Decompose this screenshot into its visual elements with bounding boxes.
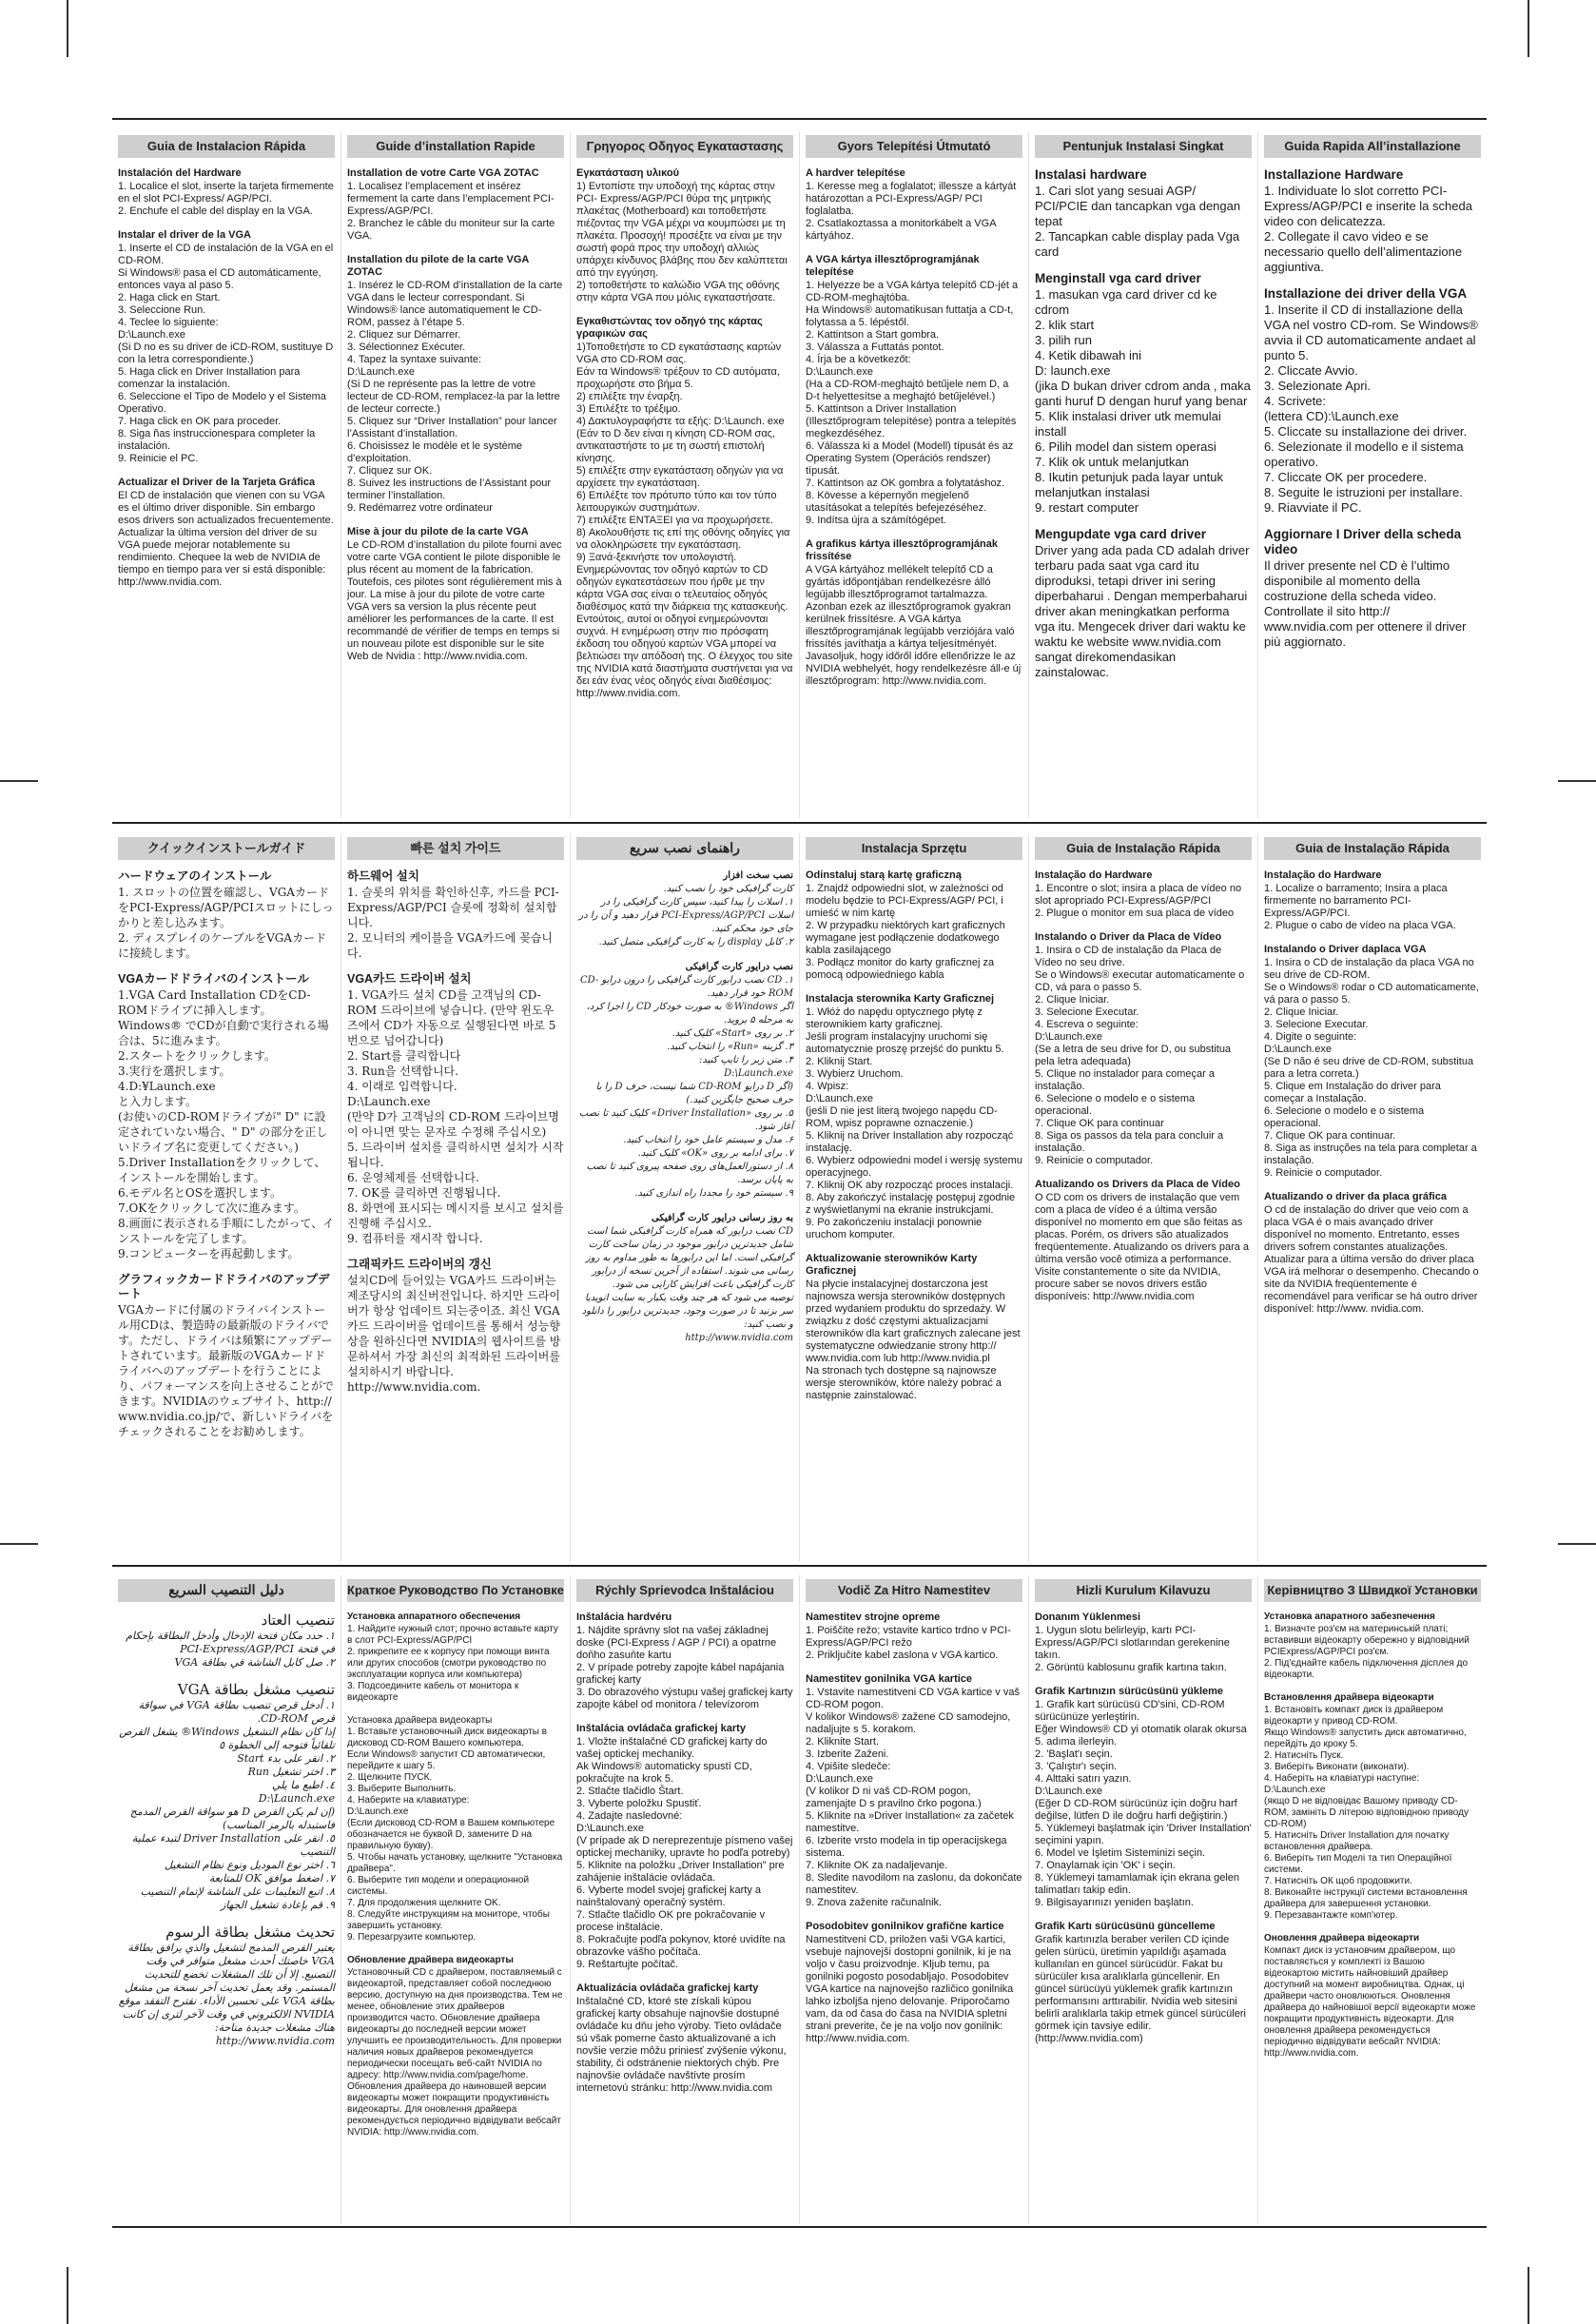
crop-mark-bottom-right: [1528, 2267, 1529, 2324]
divider-rule-1: [112, 822, 1487, 824]
section: [1264, 167, 1481, 275]
column-header: 빠른 설치 가이드: [347, 837, 564, 860]
column-persian: [570, 833, 799, 1562]
section: [347, 167, 564, 243]
section-text: 1. Найдите нужный слот; прочно вставьте карту в слот PCI-Express/AGP/PCI 2. прикрепите ее к корпусу при помощи винта или других способов (смотри руководство по эксплуатации корпуса или компьютера) 3. Подсоедините кабель от монитора к видеокарте: [347, 1624, 558, 1703]
section: [347, 1715, 564, 1943]
section-text: 1. Inserte el CD de instalación de la VGA en el CD-ROM. Si Windows® pasa el CD automáticamente, entonces vaya al paso 5. 2. Haga click en Start. 3. Seleccione Run. 4. Teclee lo siguiente: D:\Launch.exe (Si D no es su driver de iCD-ROM, sustituye D con la letra correspondiente.) 5. Haga click en Driver Installation para comenzar la instalación. 6. Seleccione el Tipo de Modelo y el Sistema Operativo. 7. Haga click en OK para proceder. 8. Siga ñas instruccionespara completer la instalación. 9. Reinicie el PC.: [118, 243, 334, 464]
section-text: O cd de instalação do driver que veio com a placa VGA é o mais avançado driver disponível no momento. Entretanto, esses drivers sofrem constantes atualizações. Atualizar para a última versão do driver placa VGA irá melhorar o desempenho. Checando o site da NVIDIA freqüentemente é recomendável para verificar se há outro driver disponível: http://www. nvidia.com.: [1264, 1204, 1479, 1315]
section-heading: Namestitev strojne opreme: [806, 1611, 941, 1623]
row-3: [112, 1575, 1487, 2224]
section-heading: Donanım Yüklenmesi: [1035, 1611, 1141, 1623]
section: [347, 526, 564, 663]
section-heading: Установка аппаратного обеспечения: [347, 1611, 521, 1622]
section: [806, 254, 1022, 527]
column-italian: [1257, 131, 1487, 818]
row-2: [112, 833, 1487, 1562]
section: [1264, 286, 1481, 516]
column-russian: [341, 1575, 570, 2224]
column-portuguese-br: [1257, 833, 1487, 1562]
column-header: Краткое Руководство По Установке: [347, 1579, 564, 1602]
section-text: 1. Localize o barramento; Insira a placa firmemente no barramento PCI-Express/AGP/PCI. 2. Plugue o cabo de vídeo na placa VGA.: [1264, 883, 1456, 931]
section-heading: Instalando o Driver daplaca VGA: [1264, 944, 1427, 955]
column-turkish: [1028, 1575, 1257, 2224]
column-japanese: [112, 833, 341, 1562]
section-heading: Atualizando os Drivers da Placa de Vídeo: [1035, 1179, 1240, 1190]
section-text: 1. 슬롯의 위치를 확인하신후, 카드를 PCI-Express/AGP/PCI 슬롯에 정확히 설치합니다. 2. 모니터의 케이블을 VGA카드에 꽂습니다.: [347, 886, 559, 960]
section: [1035, 167, 1252, 260]
section-heading: A hardver telepítése: [806, 167, 905, 179]
divider-rule-2: [112, 1565, 1487, 1567]
section-heading: نصب سخت افزار: [723, 870, 793, 881]
column-slovak: [570, 1575, 799, 2224]
section-heading: Instalação do Hardware: [1035, 869, 1153, 881]
section-heading: グラフィックカードドライバのアップデート: [118, 1273, 330, 1300]
column-greek: [570, 131, 799, 818]
section-text: 1. Vložte inštalačné CD grafickej karty do vašej optickej mechaniky. Ak Windows® automaticky spustí CD, pokračujte na krok 5. 2. Stlačte tlačidlo Štart. 3. Vyberte položku Spustiť. 4. Zadajte nasledovné: D:\Launch.exe (V prípade ak D nereprezentuje písmeno vašej optickej mechaniky, upravte ho podľa potreby) 5. Kliknite na položku „Driver Installation" pre zahájenie inštalácie ovládača. 6. Vyberte model svojej grafickej karty a nainštalovaný operačný systém. 7. Stlačte tlačidlo OK pre pokračovanie v procese inštalácie. 8. Pokračujte podľa pokynov, ktoré uvidíte na obrazovke vášho počítača. 9. Reštartujte počítač.: [576, 1736, 793, 1970]
section-heading: Atualizando o driver da placa gráfica: [1264, 1191, 1447, 1202]
section: [118, 1611, 335, 1670]
section-text: Il driver presente nel CD è l’ultimo disponibile al momento della costruzione della scheda video. Controllate il sito http:// www.nvidia.com per ottenere il driver più aggiornato.: [1264, 558, 1467, 649]
section-text: 1. Визначте роз'єм на материнській платі; вставивши відеокарту обережно у відповідний PCIExpress/AGP/PCI роз'єм. 2. Під'єднайте кабель підключення дісплея до відеокарти.: [1264, 1624, 1469, 1680]
section: [118, 869, 335, 961]
section: [806, 869, 1022, 982]
crop-mark-right-lower: [1558, 1543, 1596, 1545]
section-text: 1. Встановіть компакт диск із драйвером відеокарти у привод CD-ROM. Якщо Windows® запустить диск автоматично, перейдіть до кроку 5. 2. Натисніть Пуск. 3. Виберіть Виконати (виконати). 4. Наберіть на клавіатурі наступне: D:\Launch.exe (якщо D не відповідає Вашому приводу CD-ROM, замініть D літерою відповідною приводу CD-ROM) 5. Натисніть Driver Installation для початку встановлення драйвера. 6. Виберіть тип Моделі та тип Операційної системи. 7. Натисніть ОК щоб продовжити. 8. Виконайте інструкції системи встановлення драйвера для завершення установки. 9. Перезавантажте комп'ютер.: [1264, 1705, 1469, 1921]
section-heading: تحديث مشغل بطاقة الرسوم: [165, 1924, 335, 1941]
section: [347, 869, 564, 961]
section: [347, 972, 564, 1246]
section-text: 1. Localisez l’emplacement et insérez fermement la carte dans l’emplacement PCI-Express/AGP/PCI. 2. Branchez le câble du moniteur sur la carte VGA.: [347, 181, 555, 242]
section-heading: ハードウェアのインストール: [118, 869, 272, 883]
section-text: 1. Cari slot yang sesuai AGP/ PCI/PCIE dan tancapkan vga dengan tepat 2. Tancapkan cable display pada Vga card: [1035, 184, 1241, 259]
section-heading: Εγκαθιστώντας τον οδηγό της κάρτας γραφικών σας: [576, 316, 763, 340]
section: [576, 1723, 793, 1971]
section: [1264, 944, 1481, 1180]
section-text: 설치CD에 들어있는 VGA카드 드라이버는 제조당시의 최신버전입니다. 하지만 드라이버가 항상 업데이트 되는중이죠. 최신 VGA카드 드라이버를 업데이트를 통해서 성능향상을 원하신다면 NVIDIA의 웹사이트를 방문하셔서 가장 최신의 최적화된 드라이버를 설치하시기 바랍니다. http://www.nvidia.com.: [347, 1274, 561, 1394]
column-header: Керівництво З Швидкої Установки: [1264, 1579, 1481, 1602]
section: [1035, 869, 1252, 920]
section-heading: Aktualizácia ovládača grafickej karty: [576, 1982, 759, 1994]
section-text: 1. Helyezze be a VGA kártya telepítő CD-jét a CD-ROM-meghajtóba. Ha Windows® automatikusan futtatja a CD-t, folytassa a 5. lépéstől. 2. Kattintson a Start gombra. 3. Válassza a Futtatás pontot. 4. Írja be a következőt: D:\Launch.exe (Ha a CD-ROM-meghajtó betűjele nem D, a D-t helyettesítse a meghajtó betűjelével.) 5. Kattintson a Driver Installation (Illesztőprogram telepítése) pontra a telepítés megkezdéséhez. 6. Válassza ki a Model (Modell) típusát és az Operating System (Operációs rendszer) típusát. 7. Kattintson az OK gombra a folytatáshoz. 8. Kövesse a képernyőn megjelenő utasításokat a telepítés befejezéséhez. 9. Indítsa újra a számítógépet.: [806, 280, 1019, 526]
section-text: 1. Grafik kart sürücüsü CD'sini, CD-ROM sürücünüze yerleştirin. Eğer Windows® CD yi otomatik olarak okursa 5. adıma ilerleyin. 2. 'Başlat'ı seçin. 3. 'Çalıştır'ı seçin. 4. Alttaki satırı yazın. D:\Launch.exe (Eğer D CD-ROM sürücünüz için doğru harf değilse, lütfen D ile doğru harfi değiştirin.) 5. Yüklemeyi başlatmak için 'Driver Installation' seçimini yapın. 6. Model ve İşletim Sisteminizi seçin. 7. Onaylamak için 'OK' i seçin. 8. Yüklemeyi tamamlamak için ekrana gelen talimatları takip edin. 9. Bilgisayarınızı yeniden başlatın.: [1035, 1699, 1252, 1908]
column-header: Pentunjuk Instalasi Singkat: [1035, 135, 1252, 158]
section-text: O CD com os drivers de instalação que vem com a placa de vídeo é a última versão disponível no momento em que são feitas as placas. Porém, os drivers são atualizados freqüentemente. Atualizando os drivers para a última versão você otimiza a performance. Visite constantemente o site da NVIDIA, procure saber se novos drivers estão disponíveis: http://www.nvidia.com: [1035, 1192, 1250, 1302]
section-heading: 그래픽카드 드라이버의 갱신: [347, 1258, 492, 1271]
section: [1035, 1921, 1252, 2045]
section: [347, 254, 564, 515]
column-polish: [799, 833, 1028, 1562]
section: [1035, 1686, 1252, 1909]
section: [1035, 1179, 1252, 1303]
section: [1035, 1611, 1252, 1674]
section-text: 1. Localice el slot, inserte la tarjeta firmemente en el slot PCI-Express/ AGP/PCI. 2. Enchufe el cable del display en la VGA.: [118, 181, 334, 217]
section: [806, 1673, 1022, 1909]
section-text: 1)Τοποθετήστε το CD εγκατάστασης καρτών VGA στο CD-ROM σας. Εάν τα Windows® τρέξουν το CD αυτόματα, προχωρήστε στο βήμα 5. 2) επιλέξτε την έναρξη. 3) Επιλέξτε το τρέξιμο. 4) Δακτυλογραφήστε τα εξής: D:\Launch. exe (Εάν το D δεν είναι η κίνηση CD-ROM σας, αντικαταστήστε το με τη σωστή επιστολή κίνησης. 5) επιλέξτε στην εγκατάσταση οδηγών για να αρχίσετε την εγκατάσταση. 6) Επιλέξτε τον πρότυπο τύπο και τον τύπο λειτουργικών συστημάτων. 7) επιλέξτε ΕΝΤΑΞΕΙ για να προχωρήσετε. 8) Ακολουθήστε τις επί της οθόνης οδηγίες για να ολοκληρώσετε την εγκατάσταση. 9) Ξανά-ξεκινήστε τον υπολογιστή. Ενημερώνοντας τον οδηγό καρτών το CD οδηγών εγκατεστάσεων που ήρθε με την κάρτα VGA σας είναι ο τελευταίος οδηγός διαθέσιμος κατά την διάρκεια της κατασκευής. Εντούτοις, αυτοί οι οδηγοί ενημερώνονται συχνά. Η ενημέρωση στην πιο πρόσφατη έκδοση του οδηγού καρτών VGA μπορεί να βελτιώσει την απόδοσή της. Ο έλεγχος του site της NVIDIA κατά διαστήματα συστήνεται για να δει εάν ένας νέος οδηγός είναι διαθέσιμος: http://www.nvidia.com.: [576, 342, 793, 699]
section-heading: Instalasi hardware: [1035, 167, 1147, 182]
section-heading: Installation du pilote de la carte VGA ZOTAC: [347, 254, 529, 278]
section-text: 1. Poiščite režo; vstavite kartico trdno v PCI-Express/AGP/PCI režo 2. Priključite kabel zaslona v VGA kartico.: [806, 1625, 1011, 1661]
section: [806, 167, 1022, 243]
section: [1035, 271, 1252, 516]
section-heading: Instalar el driver de la VGA: [118, 229, 252, 241]
section-text: Namestitveni CD, priložen vaši VGA kartici, vsebuje najnovejši dostopni gonilnik, ki je na voljo v času proizvodnje. Kljub temu, pa gonilniki pogosto posodabljajo. Posodobitev VGA kartice na najnovejšo različico gonilnika lahko izboljša njeno delovanje. Priporočamo vam, da od časa do časa na NVIDIA spletni strani preverite, če je na voljo nov gonilnik: http://www.nvidia.com.: [806, 1934, 1014, 2044]
section-heading: تنصيب مشغل بطاقة VGA: [177, 1681, 335, 1698]
column-header: دليل التنصيب السريع: [118, 1579, 335, 1602]
section-heading: تنصيب العتاد: [261, 1611, 335, 1629]
section-text: يعتبر القرص المدمج لتشغيل والذي يرافق بطاقة VGA خاصتك أحدث مشغل متوافر في وقت التصنيع. إلا أن تلك المشغلات تخضع للتحديث المستمر. وقد يعمل تحديث آخر نسخة من مشغل بطاقة VGA على تحسين الأداء. نقترح التفقد موقع NVIDIA الالكتروني في وقت لآخر لترى إن كانت هناك مشغلات جديدة متاحة: http://www.nvidia.com: [118, 1942, 335, 2047]
section-heading: Installation de votre Carte VGA ZOTAC: [347, 167, 539, 179]
section: [806, 1253, 1022, 1402]
column-header: Instalacja Sprzętu: [806, 837, 1022, 860]
section-heading: Встановлення драйвера відеокарти: [1264, 1692, 1434, 1703]
section-text: Установочный CD с драйвером, поставляемый с видеокартой, представляет собой последнюю версию, доступную на дня производства. Тем не менее, обновление этих драйверов производится часто. Обновление драйвера видеокарты до последней версии может улучшить ее производительность. Для проверки наличия новых драйверов рекомендуется периодически посещать веб-сайт NVIDIA по адресу: http://www.nvidia.com/page/home. Обновления драйвера до наиновшей версии видеокарты может покращити продуктивність видеокарты. Для оновлення драйвера рекомендується періодично відвідувати вебсайт NVIDIA: http://www.nvidia.com.: [347, 1967, 563, 2138]
column-slovenian: [799, 1575, 1028, 2224]
section-text: 1. Vstavite namestitveni CD VGA kartice v vaš CD-ROM pogon. V kolikor Windows® zažene CD samodejno, nadaljujte s 5. korakom. 2. Kliknite Start. 3. Izberite Zaženi. 4. Vpišite sledeče: D:\Launch.exe (V kolikor D ni vaš CD-ROM pogon, zamenjajte D s pravilno črko pogona.) 5. Kliknite na »Driver Installation« za začetek namestitve. 6. Izberite vrsto modela in tip operacijskega sistema. 7. Kliknite OK za nadaljevanje. 8. Sledite navodilom na zaslonu, da dokončate namestitev. 9. Znova zaženite računalnik.: [806, 1687, 1022, 1908]
section-text: A VGA kártyához mellékelt telepítő CD a gyártás időpontjában rendelkezésre álló legújabb illesztőprogramot tartalmazza. Azonban ezek az illesztőprogramok gyakran kerülnek frissítésre. A VGA kártya illesztőprogramjának legújabb verziójára való frissítés javíthatja a kártya teljesítményét. Javasoljuk, hogy időről időre ellenőrizze le az NVIDIA webhelyét, hogy rendelkezésre áll-e új illesztőprogram: http://www.nvidia.com.: [806, 564, 1022, 687]
section-text: 1. VGA카드 설치 CD를 고객님의 CD-ROM 드라이브에 넣습니다. (만약 윈도우즈에서 CD가 자동으로 실행된다면 바로 5번으로 넘어갑니다) 2. Start를 클릭합니다 3. Run을 선택합니다. 4. 이래로 입력합니다. D:\Launch.exe (만약 D가 고객님의 CD-ROM 드라이브명이 아니면 맞는 문자로 수정해 주십시오) 5. 드라이버 설치를 클릭하시면 설치가 시작됩니다. 6. 운영체제를 선택합니다. 7. OK를 클릭하면 진행됩니다. 8. 화면에 표시되는 메시지를 보시고 설치를 진행해 주십시오. 9. 컴퓨터를 재시작 합니다.: [347, 988, 564, 1245]
section-heading: Instalacja sterownika Karty Graficznej: [806, 993, 995, 1005]
crop-mark-left-upper: [0, 780, 38, 782]
section: [576, 1212, 793, 1345]
section-heading: Обновление драйвера видеокарты: [347, 1955, 514, 1965]
section-heading: Inštalácia ovládača grafickej karty: [576, 1723, 746, 1734]
crop-mark-top-right: [1528, 0, 1529, 57]
section-text: ۱. CD نصب درایور کارت گرافیکی را درون درایو CD-ROM خود قرار دهید. اگر Windows® به صورت خودکار CD را اجرا کرد، به مرحله ۵ بروید. ۲. بر روی «Start» کلیک کنید. ۳. گزینه «Run» را انتخاب کنید. ۴. متن زیر را تایپ کنید: D:\Launch.exe (اگر D درایو CD-ROM شما نیست، حرف D را با حرف صحیح جایگزین کنید.) ۵. بر روی «Driver Installation» کلیک کنید تا نصب آغاز شود. ۶. مدل و سیستم عامل خود را انتخاب کنید. ۷. برای ادامه بر روی «OK» کلیک کنید. ۸. از دستورالعمل‌های روی صفحه پیروی کنید تا نصب به پایان برسد. ۹. سیستم خود را مجددا راه اندازی کنید.: [578, 975, 793, 1199]
section-heading: Εγκατάσταση υλικού: [576, 167, 680, 179]
section-heading: Menginstall vga card driver: [1035, 271, 1201, 285]
column-portuguese-pt: [1028, 833, 1257, 1562]
section-heading: A grafikus kártya illesztőprogramjának frissítése: [806, 538, 998, 562]
crop-mark-bottom-left: [67, 2267, 68, 2324]
section: [806, 538, 1022, 688]
section-text: Na płycie instalacyjnej dostarczona jest najnowsza wersja sterowników dostępnych przed wydaniem produktu do sprzedaży. W związku z dość częstymi aktualizacjami sterowników dla kart graficznych zalecane jest systematyczne odwiedzanie strony http:// www.nvidia.com lub http://www.nvidia.pl Na stronach tych dostępne są najnowsze wersje sterowników, które należy pobrać a następnie zainstalować.: [806, 1279, 1021, 1401]
section: [118, 167, 335, 218]
section-text: El CD de instalación que vienen con su VGA es el último driver disponible. Sin embargo esos drivers son actualizados frecuentemente. Actualizar la última version del driver de su VGA puede mejorar notablemente su rendimiento. Chequee la web de NVIDIA de tiempo en tiempo para ver si está disponible: http://www.nvidia.com.: [118, 490, 334, 588]
column-hungarian: [799, 131, 1028, 818]
column-ukrainian: [1257, 1575, 1487, 2224]
section-heading: Posodobitev gonilnikov grafične kartice: [806, 1921, 1004, 1932]
section-heading: Installazione Hardware: [1264, 167, 1404, 182]
column-header: Rýchly Sprievodca Inštaláciou: [576, 1579, 793, 1602]
column-header: راهنمای نصب سریع: [576, 837, 793, 860]
section-heading: Mise à jour du pilote de la carte VGA: [347, 526, 529, 537]
section: [806, 1921, 1022, 2045]
section-text: 1. Nájdite správny slot na vašej základnej doske (PCI-Express / AGP / PCI) a opatrne doňho zasuňte kartu 2. V prípade potreby zapojte kábel napájania grafickej karty 3. Do obrazového výstupu vašej grafickej karty zapojte kábel od monitora / televízorom: [576, 1625, 793, 1710]
column-french: [341, 131, 570, 818]
crop-mark-top-left: [67, 0, 68, 57]
section-heading: به روز رسانی درایور کارت گرافیکی: [651, 1213, 793, 1223]
crop-mark-right-upper: [1558, 780, 1596, 782]
section: [1035, 931, 1252, 1167]
section-text: 1. Insira o CD de instalação da placa VGA no seu drive de CD-ROM. Se o Windows® rodar o CD automaticamente, vá para o passo 5. 2. Clique Iniciar. 3. Selecione Executar. 4. Digite o seguinte: D:\Launch.exe (Se D não é seu drive de CD-ROM, substitua para a letra correta.) 5. Clique em Instalação do driver para começar a Instalação. 6. Selecione o modelo e o sistema operacional. 7. Clique OK para continuar. 8. Siga as instruções na tela para completar a instalação. 9. Reinicie o computador.: [1264, 957, 1479, 1179]
section-heading: Odinstaluj starą kartę graficzną: [806, 869, 962, 881]
section-text: VGAカードに付属のドライバインストール用CDは、製造時の最新版のドライバです。ただし、ドライバは頻繁にアップデートされています。最新版のVGAカードドライバへのアップデートを行うことにより、パフォーマンスを向上させることができます。NVIDIAのウェブサイト、http:// www.nvidia.co.jp/で、新しいドライバをチェックされることをお勧めします。: [118, 1303, 335, 1438]
section-heading: Instalación del Hardware: [118, 167, 242, 179]
section-heading: Namestitev gonilnika VGA kartice: [806, 1673, 973, 1685]
section-text: 1. Inserite il CD di installazione della VGA nel vostro CD-rom. Se Windows® avvia il CD automaticamente andaet al punto 5. 2. Cliccate Avvio. 3. Selezionate Apri. 4. Scrivete: (lettera CD):\Launch.exe 5. Cliccate su installazione dei driver. 6. Selezionate il modello e il sistema operativo. 7. Cliccate OK per procedere. 8. Seguite le istruzioni per installare. 9. Riavviate il PC.: [1264, 303, 1478, 515]
section: [576, 1982, 793, 2095]
section-heading: Оновлення драйвера відеокарти: [1264, 1933, 1420, 1943]
section-text: Inštalačné CD, ktoré ste získali kúpou grafickej karty obsahuje najnovšie dostupné ovládače ku dňu jeho výroby. Tieto ovládače sú však pomerne často aktualizované a ich novšie verzie môžu priniesť zvýšenie výkonu, stability, či odstránenie niektorých chýb. Pre najnovšie ovládače navštívte prosím internetovú stránku: http://www.nvidia.com: [576, 1996, 787, 2094]
column-spanish: [112, 131, 341, 818]
section-heading: Mengupdate vga card driver: [1035, 527, 1207, 541]
section: [1264, 1611, 1481, 1681]
section: [118, 1273, 335, 1439]
section: [1264, 527, 1481, 650]
section-heading: Aktualizowanie sterowników Karty Graficznej: [806, 1253, 978, 1277]
section-text: Grafik kartınızla beraber verilen CD içinde gelen sürücü, üretimin yapıldığı aşamada kullanılan en güncel sürücüdür. Fakat bu sürücüler kısa aralıklarla güncellenir. En güncel sürücüyü yüklemek grafik kartınızın performansını arttırabilir. Nvidia web sitesini belirli aralıklarla takip etmek güncel sürücüleri görmek için tavsiye edilir. (http://www.nvidia.com): [1035, 1934, 1246, 2044]
column-header: Guida Rapida All’installazione: [1264, 135, 1481, 158]
section-text: 1. Insira o CD de instalação da Placa de Vídeo no seu drive. Se o Windows® executar automaticamente o CD, vá para o passo 5. 2. Clique Iniciar. 3. Selecione Executar. 4. Escreva o seguinte: D:\Launch.exe (Se a letra de seu drive for D, ou substitua pela letra adequada) 5. Clique no instalador para começar a instalação. 6. Selecione o modelo e o sistema operacional. 7. Clique OK para continuar 8. Siga os passos da tela para concluir a instalação. 9. Reinicie o computador.: [1035, 945, 1245, 1166]
section: [576, 167, 793, 304]
column-header: Guia de Instalação Rápida: [1035, 837, 1252, 860]
section-text: 1.VGA Card Installation CDをCD-ROMドライブに挿入します。Windows® でCDが自動で実行される場合は、5に進みます。 2.スタートをクリックします。 3.実行を選択します。 4.D:¥Launch.exe と入力します。 (お使いのCD-ROMドライブが" D" に設定されていない場合、" D" の部分を正しいドライブ名に変更してください。) 5.Driver Installationをクリックして、インストールを開始します。 6.モデル名とOSを選択します。 7.OKをクリックして次に進みます。 8.画面に表示される手順にしたがって、インストールを完了します。 9.コンピューターを再起動します。: [118, 988, 335, 1260]
section-heading: Instalando o Driver da Placa de Vídeo: [1035, 931, 1222, 943]
column-header: Vodič Za Hitro Namestitev: [806, 1579, 1022, 1602]
section-heading: Actualizar el Driver de la Tarjeta Gráfica: [118, 477, 316, 488]
section: [1035, 527, 1252, 680]
section-text: Установка драйвера видеокарты 1. Вставьте установочный диск видеокарты в дисковод CD-ROM Вашего компьютера. Если Windows® запустит CD автоматически, перейдите к шагу 5. 2. Щелкните ПУСК. 3. Выберите Выполнить. 4. Наберите на клавиатуре: D:\Launch.exe (Если дисковод CD-ROM в Вашем компьютере обозначается не буквой D, замените D на правильную букву). 5. Чтобы начать установку, щелкните "Установка драйвера". 6. Выберите тип модели и операционной системы. 7. Для продолжения щелкните OK. 8. Следуйте инструкциям на мониторе, чтобы завершить установку. 9. Перезагрузите компьютер.: [347, 1715, 563, 1943]
section: [118, 477, 335, 589]
section-heading: VGA카드 드라이버 설치: [347, 972, 472, 986]
section-heading: A VGA kártya illesztőprogramjának telepítése: [806, 254, 980, 278]
section-text: 1) Εντοπίστε την υποδοχή της κάρτας στην PCI- Express/AGP/PCI θύρα της μητρικής πλακέτας (Motherboard) και τοποθετήστε πιέζοντας την VGA μέχρι να κουμπώσει με τη πλακέτα. Προσοχή! προσέξτε να είναι με την σωστή φορά προς την υποδοχή αλλιώς υπάρχει κίνδυνος βλάβης που δεν καλύπτεται από την εγγύηση. 2) τοποθετήστε το καλώδιο VGA της οθόνης στην κάρτα VGA που μόλις εγκαταστήσατε.: [576, 181, 788, 303]
section: [1264, 1692, 1481, 1922]
section: [806, 1611, 1022, 1662]
section-text: Компакт диск із установчим драйвером, що поставляється у комплекті із Вашою відеокартою містить найновіший драйвер доступний на момент виробництва. Однак, ці драйвери часто оновлюються. Оновлення драйвера до найновішої версії відеокарти може покращити продуктивність відеокарти. Для оновлення драйвера рекомендується періодично відвідувати вебсайт NVIDIA: http://www.nvidia.com.: [1264, 1945, 1476, 2059]
section: [806, 993, 1022, 1241]
column-header: Guia de Instalação Rápida: [1264, 837, 1481, 860]
column-header: Guide d’installation Rapide: [347, 135, 564, 158]
section: [576, 961, 793, 1201]
section: [347, 1258, 564, 1395]
section-heading: Grafik Kartı sürücüsünü güncelleme: [1035, 1921, 1216, 1932]
section: [118, 1681, 335, 1912]
section: [1264, 1933, 1481, 2060]
section: [347, 1611, 564, 1704]
section-text: 1. Individuate lo slot corretto PCI-Express/AGP/PCI e inserite la scheda video con delicatezza. 2. Collegate il cavo video e se necessario quello dell’alimentazione aggiuntiva.: [1264, 184, 1472, 274]
top-rule: [112, 118, 1487, 120]
section-heading: 하드웨어 설치: [347, 869, 419, 883]
section-heading: Instalação do Hardware: [1264, 869, 1382, 881]
column-arabic: [112, 1575, 341, 2224]
section-text: کارت گرافیکی خود را نصب کنید. ۱. اسلات را پیدا کنید، سپس کارت گرافیکی را در اسلات PCI-Express/AGP/PCI قرار دهید و آن را در جای خود محکم کنید. ۲. کابل display را به کارت گرافیکی متصل کنید.: [578, 884, 793, 947]
section-heading: Grafik Kartınızın sürücüsünü yükleme: [1035, 1686, 1224, 1697]
column-korean: [341, 833, 570, 1562]
section-heading: Installazione dei driver della VGA: [1264, 286, 1468, 301]
section: [118, 1924, 335, 2048]
section-text: 1. Encontre o slot; insira a placa de vídeo no slot apropriado PCI-Express/AGP/PCI 2. Plugue o monitor em sua placa de vídeo: [1035, 883, 1242, 919]
column-header: Gyors Telepítési Útmutató: [806, 135, 1022, 158]
section-text: ١. حدد مكان فتحة الإدخال وأدخل البطاقة بإحكام في فتحة PCI-Express/AGP/PCI ٢. صل كابل الشاشة في بطاقة VGA: [126, 1630, 335, 1669]
section: [576, 869, 793, 949]
section-text: 1. Keresse meg a foglalatot; illessze a kártyát határozottan a PCI-Express/AGP/ PCI foglalatba. 2. Csatlakoztassa a monitorkábelt a VGA kártyához.: [806, 181, 1017, 242]
bottom-rule: [112, 2226, 1487, 2228]
section-text: 1. Uygun slotu belirleyip, kartı PCI-Express/AGP/PCI slotlarından gerekenine takın. 2. Görüntü kablosunu grafik kartına takın.: [1035, 1625, 1230, 1673]
section-text: 1. Znajdź odpowiedni slot, w zależności od modelu będzie to PCI-Express/AGP/ PCI, i umieść w nim kartę 2. W przypadku niektórych kart graficznych wymagane jest podłączenie dodatkowego kabla zasilającego 3. Podłącz monitor do karty graficznej za pomocą odpowiedniego kabla: [806, 883, 1005, 981]
section-heading: Aggiornare I Driver della scheda video: [1264, 527, 1462, 557]
row-1: [112, 131, 1487, 818]
column-header: Guia de Instalacion Rápida: [118, 135, 335, 158]
section-heading: VGAカードドライバのインストール: [118, 972, 309, 986]
section-text: ١. أدخل قرص تنصيب بطاقة VGA في سواقة قرص CD-ROM. إذا كان نظام التشغيل Windows® يشغل القرص تلقائياً فتوجه إلى الخطوة ٥ ٢. انقر على بدء Start ٣. اختر تشغيل Run ٤. اطبع ما يلي D:\Launch.exe (إن لم يكن القرص D هو سواقة القرص المدمج فاستبدله بالرمز المناسب) ٥. انقر على Driver Installation لتبدء عملية التنصيب ٦. اختر نوع الموديل ونوع نظام التشغيل ٧. اضغط موافق OK للمتابعة ٨. اتبع التعليمات على الشاشة لإتمام التنصيب ٩. قم بإعادة تشغيل الجهاز: [119, 1699, 335, 1911]
section-text: Driver yang ada pada CD adalah driver terbaru pada saat vga card itu diproduksi, tetapi driver ini sering diperbaharui . Dengan memperbaharui driver akan meningkatkan performa vga itu. Mengecek driver dari waktu ke waktu ke website www.nvidia.com sangat direkomendasikan zainstalowac.: [1035, 543, 1250, 679]
section-text: 1. スロットの位置を確認し、VGAカードをPCI-Express/AGP/PCIスロットにしっかりと差し込みます。 2. ディスプレイのケーブルをVGAカードに接続します。: [118, 886, 334, 960]
section-heading: نصب درایور کارت گرافیکی: [685, 962, 793, 972]
section: [118, 972, 335, 1261]
column-header: Γρηγορος Οδηγος Εγκαταστασης: [576, 135, 793, 158]
section-text: 1. Insérez le CD-ROM d’installation de la carte VGA dans le lecteur correspondant. Si Windows® lance automatiquement le CD-ROM, passez à l’étape 5. 2. Cliquez sur Démarrer. 3. Sélectionnez Exécuter. 4. Tapez la syntaxe suivante: D:\Launch.exe (Si D ne représente pas la lettre de votre lecteur de CD-ROM, remplacez-la par la lettre de lecteur correcte.) 5. Cliquez sur “Driver Installation” pour lancer l’Assistant d’installation. 6. Choisissez le modèle et le système d’exploitation. 7. Cliquez sur OK. 8. Suivez les instructions de l’Assistant pour terminer l’installation. 9. Redémarrez votre ordinateur: [347, 280, 563, 514]
section: [118, 229, 335, 465]
section-text: Le CD-ROM d’installation du pilote fourni avec votre carte VGA contient le pilote disponible le plus récent au moment de la fabrication. Toutefois, ces pilotes sont régulièrement mis à jour. La mise à jour du pilote de votre carte VGA vers sa version la plus récente peut améliorer les performances de la carte. Il est recommandé de vérifier de temps en temps si un nouveau pilote est disponible sur le site Web de Nvidia : http://www.nvidia.com.: [347, 539, 562, 662]
section: [347, 1955, 564, 2138]
section-text: 1. Włóż do napędu optycznego płytę z sterownikiem karty graficznej. Jeśli program instalacyjny uruchomi się automatycznie proszę przejść do punktu 5. 2. Kliknij Start. 3. Wybierz Uruchom. 4. Wpisz: D:\Launch.exe (jeśli D nie jest literą twojego napędu CD-ROM, wpisz poprawne oznaczenie.) 5. Kliknij na Driver Installation aby rozpocząć instalację. 6. Wybierz odpowiedni model i wersję systemu operacyjnego. 7. Kliknij OK aby rozpocząć proces instalacji. 8. Aby zakończyć instalację postępuj zgodnie z wyświetlanymi na ekranie instrukcjami. 9. Po zakończeniu instalacji ponownie uruchom komputer.: [806, 1006, 1022, 1240]
column-indonesian: [1028, 131, 1257, 818]
section-heading: Установка апаратного забезпечення: [1264, 1611, 1435, 1622]
section-heading: Inštalácia hardvéru: [576, 1611, 672, 1623]
section: [576, 316, 793, 700]
section-text: 1. masukan vga card driver cd ke cdrom 2. klik start 3. pilih run 4. Ketik dibawah ini D: launch.exe (jika D bukan driver cdrom anda , maka ganti huruf D dengan huruf yang benar 5. Klik instalasi driver utk memulai install 6. Pilih model dan sistem operasi 7. Klik ok untuk melanjutkan 8. Ikutin petunjuk pada layar untuk melanjutkan instalasi 9. restart computer: [1035, 287, 1251, 515]
section: [1264, 869, 1481, 932]
column-header: クイックインストールガイド: [118, 837, 335, 860]
section: [576, 1611, 793, 1711]
column-header: Hizli Kurulum Kilavuzu: [1035, 1579, 1252, 1602]
section: [1264, 1191, 1481, 1316]
crop-mark-left-lower: [0, 1543, 38, 1545]
section-text: CD نصب درایور که همراه کارت گرافیکی شما است شامل جدیدترین درایور موجود در زمان ساخت کارت گرافیکی است. اما این درایورها به طور مداوم به روز رسانی می شوند. استفاده از آخرین نسخه از درایور کارت گرافیکی باعث افزایش کارایی می شود. توصیه می شود که هر چند وقت یکبار به سایت انویدیا سر بزنید تا در صورت وجود، جدیدترین درایور را دانلود و نصب کنید: http://www.nvidia.com: [581, 1226, 793, 1343]
